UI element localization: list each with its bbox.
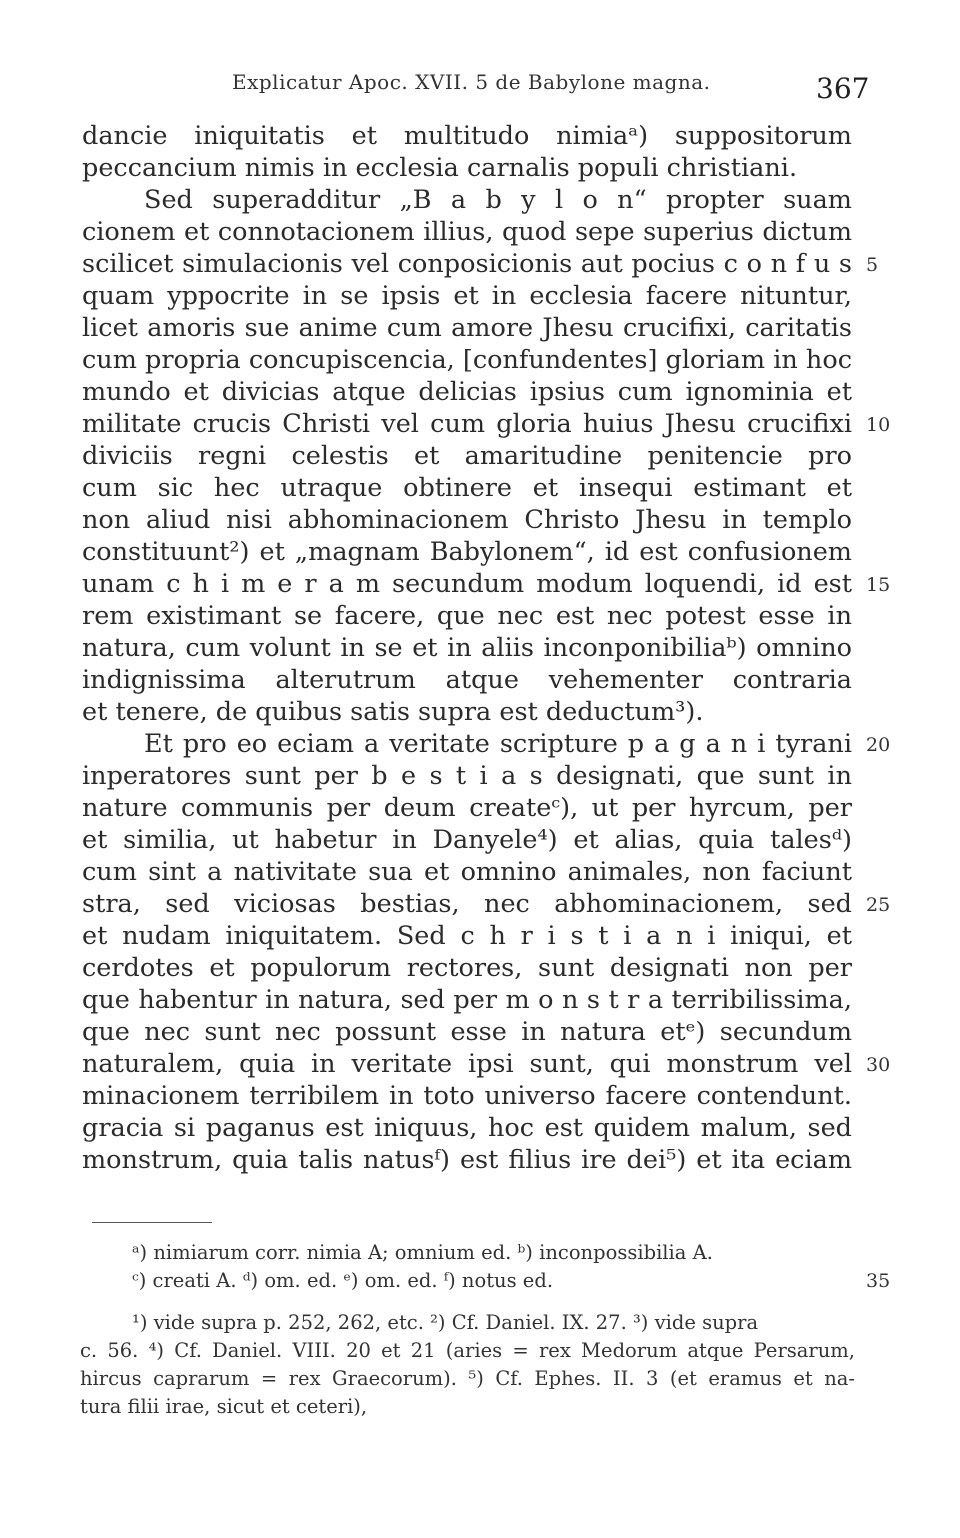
text-line: cum sint a nativitate sua et omnino animales, non faciunt [82, 857, 852, 887]
text-line: natura, cum volunt in se et in aliis inconponibiliaᵇ) omnino [82, 633, 852, 663]
line-number: 35 [866, 1270, 891, 1292]
text-line: mundo et divicias atque delicias ipsius cum ignominia et [82, 377, 852, 407]
text-line: monstrum, quia talis natusᶠ) est filius ire dei⁵) et ita eciam [82, 1145, 852, 1175]
text-line: non aliud nisi abhominacionem Christo Jhesu in templo [82, 505, 852, 535]
footnote-divider [92, 1222, 212, 1223]
line-number: 15 [866, 574, 891, 596]
text-line: et nudam iniquitatem. Sed c h r i s t i a n i iniqui, et [82, 921, 852, 951]
text-line: stra, sed viciosas bestias, nec abhominacionem, sed [82, 889, 852, 919]
text-line: cerdotes et populorum rectores, sunt designati non per [82, 953, 852, 983]
text-line: et tenere, de quibus satis supra est deductum³). [82, 697, 704, 727]
text-line: gracia si paganus est iniquus, hoc est quidem malum, sed [82, 1113, 852, 1143]
page-number: 367 [816, 72, 870, 105]
footnote-line: ᶜ) creati A. ᵈ) om. ed. ᵉ) om. ed. ᶠ) notus ed. [132, 1269, 554, 1292]
line-number: 30 [866, 1054, 891, 1076]
text-line: diviciis regni celestis et amaritudine penitencie pro [82, 441, 852, 471]
line-number: 20 [866, 734, 891, 756]
text-line: militate crucis Christi vel cum gloria huius Jhesu crucifixi [82, 409, 852, 439]
text-line: et similia, ut habetur in Danyele⁴) et alias, quia talesᵈ) [82, 825, 852, 855]
footnote-line: ᵃ) nimiarum corr. nimia A; omnium ed. ᵇ) inconpossibilia A. [132, 1241, 713, 1264]
footnote-line: hircus caprarum = rex Graecorum). ⁵) Cf. Ephes. II. 3 (et eramus et na- [80, 1367, 855, 1390]
running-header-title: Explicatur Apoc. XVII. 5 de Babylone magna. [232, 70, 711, 94]
text-line: Sed superadditur „B a b y l o n“ propter suam [144, 185, 852, 215]
text-line: que nec sunt nec possunt esse in natura etᵉ) secundum [82, 1017, 852, 1047]
footnote-line: ¹) vide supra p. 252, 262, etc. ²) Cf. Daniel. IX. 27. ³) vide supra [132, 1311, 759, 1334]
text-line: peccancium nimis in ecclesia carnalis populi christiani. [82, 153, 798, 183]
text-line: rem existimant se facere, que nec est nec potest esse in [82, 601, 852, 631]
line-number: 5 [866, 254, 879, 276]
text-line: naturalem, quia in veritate ipsi sunt, qui monstrum vel [82, 1049, 852, 1079]
text-line: constituunt²) et „magnam Babylonem“, id est confusionem [82, 537, 852, 567]
text-line: que habentur in natura, sed per m o n s t r a terribilissima, [82, 985, 852, 1015]
text-line: quam yppocrite in se ipsis et in ecclesia facere nituntur, [82, 281, 852, 311]
text-line: cum propria concupiscencia, [confundentes] gloriam in hoc [82, 345, 852, 375]
text-line: licet amoris sue anime cum amore Jhesu crucifixi, caritatis [82, 313, 852, 343]
footnote-line: tura filii irae, sicut et ceteri), [80, 1395, 368, 1418]
text-line: unam c h i m e r a m secundum modum loquendi, id est [82, 569, 852, 599]
text-line: indignissima alterutrum atque vehementer contraria [82, 665, 852, 695]
text-line: inperatores sunt per b e s t i a s designati, que sunt in [82, 761, 852, 791]
text-line: cionem et connotacionem illius, quod sepe superius dictum [82, 217, 852, 247]
text-line: Et pro eo eciam a veritate scripture p a g a n i tyrani [144, 729, 852, 759]
text-line: cum sic hec utraque obtinere et insequi estimant et [82, 473, 852, 503]
text-line: nature communis per deum createᶜ), ut per hyrcum, per [82, 793, 852, 823]
text-line: minacionem terribilem in toto universo facere contendunt. [82, 1081, 852, 1111]
line-number: 10 [866, 414, 891, 436]
footnote-line: c. 56. ⁴) Cf. Daniel. VIII. 20 et 21 (aries = rex Medorum atque Persarum, [80, 1339, 855, 1362]
text-line: dancie iniquitatis et multitudo nimiaᵃ) suppositorum [82, 121, 852, 151]
line-number: 25 [866, 894, 891, 916]
text-line: scilicet simulacionis vel conposicionis aut pocius c o n f u s [82, 249, 852, 279]
